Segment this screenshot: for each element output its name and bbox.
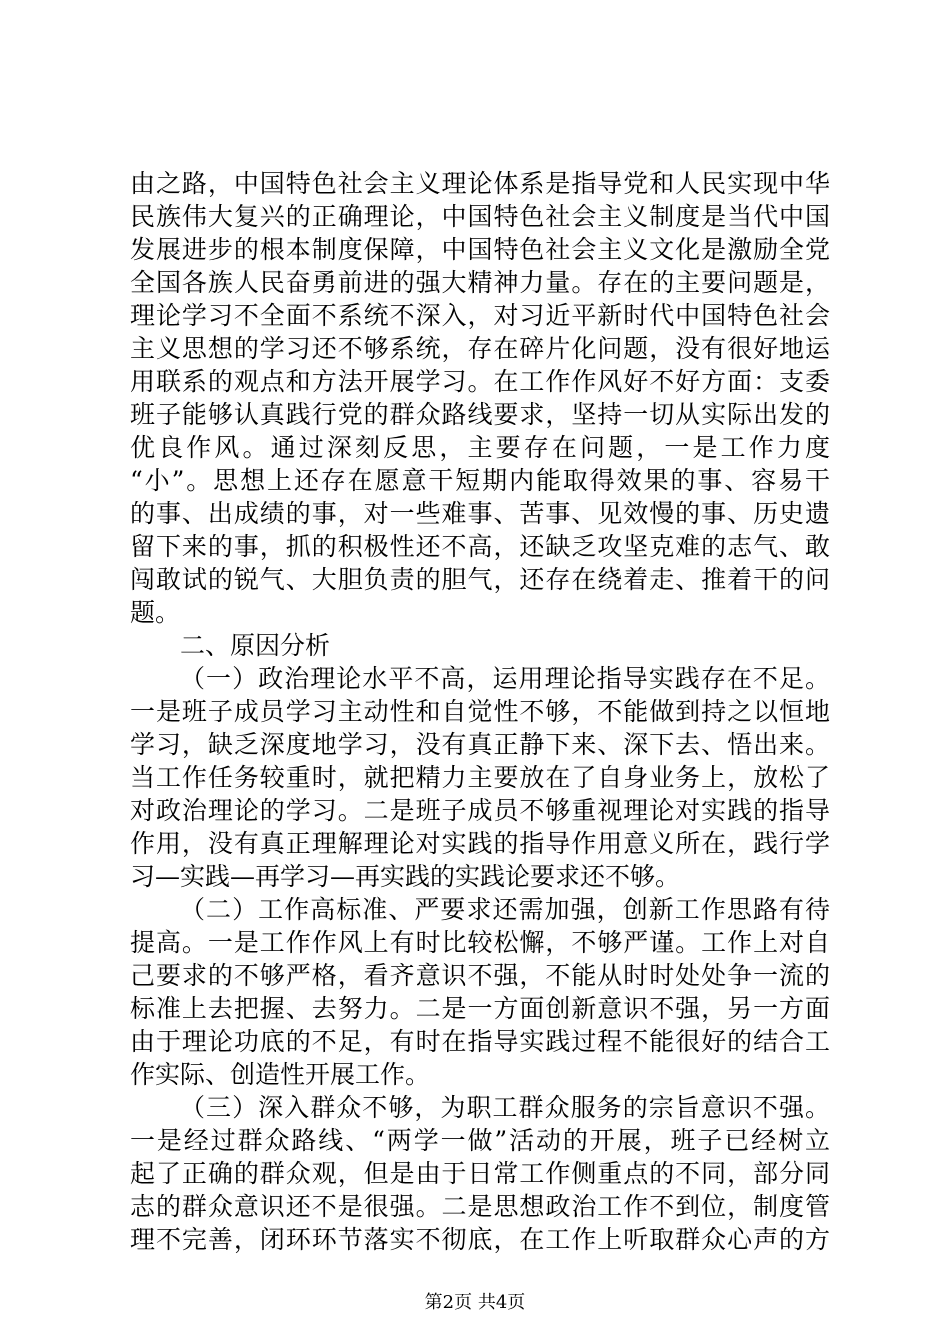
text-line: 留下来的事，抓的积极性还不高，还缺乏攻坚克难的志气、敢 [130, 532, 830, 561]
text-line: 发展进步的根本制度保障，中国特色社会主义文化是激励全党 [130, 235, 830, 264]
text-line: 标准上去把握、去努力。二是一方面创新意识不强，另一方面 [130, 994, 830, 1023]
text-line: 由于理论功底的不足，有时在指导实践过程不能很好的结合工 [130, 1027, 830, 1056]
text-line: 用联系的观点和方法开展学习。在工作作风好不好方面：支委 [130, 367, 830, 396]
text-line: 学习，缺乏深度地学习，没有真正静下来、深下去、悟出来。 [130, 730, 830, 759]
text-line: 对政治理论的学习。二是班子成员不够重视理论对实践的指导 [130, 796, 830, 825]
text-line: 起了正确的群众观，但是由于日常工作侧重点的不同，部分同 [130, 1159, 830, 1188]
text-line: 当工作任务较重时，就把精力主要放在了自身业务上，放松了 [130, 763, 830, 792]
text-line: 理论学习不全面不系统不深入，对习近平新时代中国特色社会 [130, 301, 830, 330]
text-line: 一是经过群众路线、“两学一做”活动的开展，班子已经树立 [130, 1126, 830, 1155]
text-line: 全国各族人民奋勇前进的强大精神力量。存在的主要问题是， [130, 268, 830, 297]
text-line: 题。 [130, 598, 181, 627]
section-heading: 二、原因分析 [180, 631, 331, 660]
text-line: 班子能够认真践行党的群众路线要求，坚持一切从实际出发的 [130, 400, 830, 429]
subsection-heading: （一）政治理论水平不高，运用理论指导实践存在不足。 [180, 664, 830, 693]
document-page [130, 166, 830, 1254]
text-line: 民族伟大复兴的正确理论，中国特色社会主义制度是当代中国 [130, 202, 830, 231]
text-line: 志的群众意识还不是很强。二是思想政治工作不到位，制度管 [130, 1192, 830, 1221]
text-line: 的事、出成绩的事，对一些难事、苦事、见效慢的事、历史遗 [130, 499, 830, 528]
text-line: 己要求的不够严格，看齐意识不强，不能从时时处处争一流的 [130, 961, 830, 990]
text-line: 作用，没有真正理解理论对实践的指导作用意义所在，践行学 [130, 829, 830, 858]
subsection-heading: （二）工作高标准、严要求还需加强，创新工作思路有待 [180, 895, 830, 924]
text-line: 优良作风。通过深刻反思，主要存在问题，一是工作力度 [130, 433, 830, 462]
text-line: 提高。一是工作作风上有时比较松懈，不够严谨。工作上对自 [130, 928, 830, 957]
subsection-heading: （三）深入群众不够，为职工群众服务的宗旨意识不强。 [180, 1093, 830, 1122]
text-line: 一是班子成员学习主动性和自觉性不够，不能做到持之以恒地 [130, 697, 830, 726]
text-line: 由之路，中国特色社会主义理论体系是指导党和人民实现中华 [130, 169, 830, 198]
page-number-footer: 第2页 共4页 [424, 1292, 526, 1313]
text-line: 闯敢试的锐气、大胆负责的胆气，还存在绕着走、推着干的问 [130, 565, 830, 594]
text-line: “小”。思想上还存在愿意干短期内能取得效果的事、容易干 [130, 466, 830, 495]
text-line: 作实际、创造性开展工作。 [130, 1060, 431, 1089]
text-line: 理不完善，闭环环节落实不彻底，在工作上听取群众心声的方 [130, 1225, 830, 1254]
text-line: 习—实践—再学习—再实践的实践论要求还不够。 [130, 862, 681, 891]
text-line: 主义思想的学习还不够系统，存在碎片化问题，没有很好地运 [130, 334, 830, 363]
